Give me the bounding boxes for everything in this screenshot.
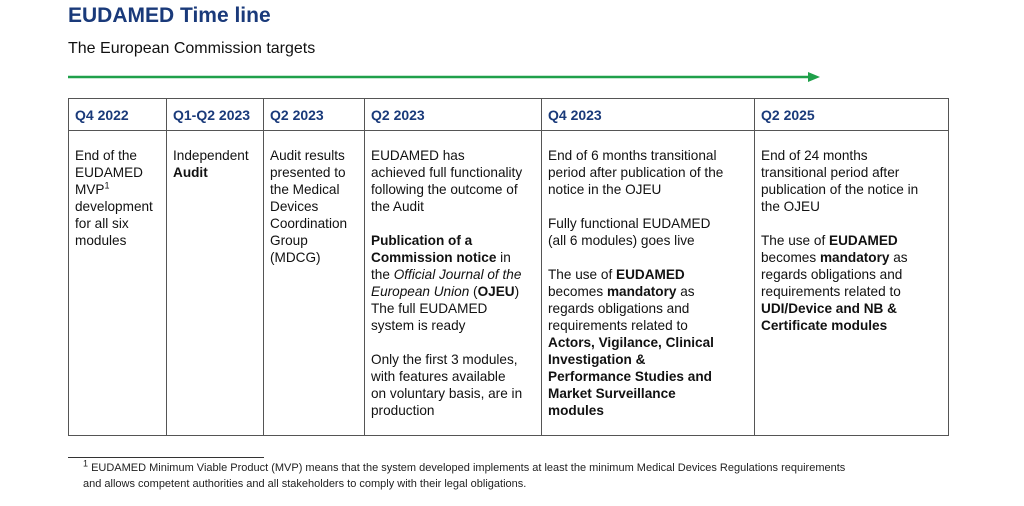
cell-text: requirements related to (548, 318, 688, 333)
cell-text: period after publication of the (548, 165, 724, 180)
cell-text: Fully functional EUDAMED (548, 216, 711, 231)
cell-text-bold: Performance Studies and (548, 369, 712, 384)
bold-span: OJEU (477, 284, 515, 299)
cell-text-bold: Investigation & (548, 352, 646, 367)
cell-text: following the outcome of (371, 182, 518, 197)
header-q4-2023: Q4 2023 (542, 99, 755, 131)
cell-text: Independent (173, 148, 249, 163)
cell-text (371, 249, 535, 266)
cell-text: Devices (270, 199, 319, 214)
cell-text (761, 249, 942, 266)
page-subtitle: The European Commission targets (68, 40, 316, 57)
cell-q2-2023-b (365, 131, 542, 436)
cell-text (548, 266, 748, 283)
timeline-arrow (68, 70, 820, 84)
cell-q2-2023-a (264, 131, 365, 436)
cell-text-bold: UDI/Device and NB & (761, 301, 897, 316)
header-q2-2023-a: Q2 2023 (264, 99, 365, 131)
footnote-ref: 1 (104, 180, 110, 191)
cell-text: presented to (270, 165, 346, 180)
cell-text: End of 6 months transitional (548, 148, 717, 163)
cell-q1-q2-2023 (167, 131, 264, 436)
footnote-line: and allows competent authorities and all stakeholders to comply with their legal obligations. (83, 478, 527, 490)
cell-text-bold: Publication of a (371, 233, 473, 248)
cell-text (75, 181, 160, 198)
footnote (83, 460, 963, 492)
header-q4-2022: Q4 2022 (69, 99, 167, 131)
cell-q4-2023 (542, 131, 755, 436)
timeline-table (68, 98, 949, 436)
cell-text: publication of the notice in (761, 182, 919, 197)
cell-text: the Audit (371, 199, 424, 214)
cell-text-bold: Actors, Vigilance, Clinical (548, 335, 714, 350)
bold-span: EUDAMED (616, 267, 685, 282)
cell-text: system is ready (371, 318, 466, 333)
text-span: in (496, 250, 511, 265)
cell-text: End of the (75, 148, 137, 163)
cell-text: Audit results (270, 148, 345, 163)
cell-text: End of 24 months (761, 148, 868, 163)
cell-text: achieved full functionality (371, 165, 523, 180)
cell-text-bold: Audit (173, 165, 208, 180)
text-span: ) (514, 284, 520, 299)
timeline-body-row (69, 131, 949, 436)
text-span: becomes (761, 250, 820, 265)
cell-q2-2025 (755, 131, 949, 436)
cell-text: (all 6 modules) goes live (548, 233, 695, 248)
cell-text: on voluntary basis, are in (371, 386, 523, 401)
text-span: becomes (548, 284, 607, 299)
cell-text: Group (270, 233, 308, 248)
cell-text: notice in the OJEU (548, 182, 662, 197)
header-q1-q2-2023: Q1-Q2 2023 (167, 99, 264, 131)
text-span: The use of (548, 267, 617, 282)
cell-text: EUDAMED (75, 165, 143, 180)
cell-text: for all six (75, 216, 129, 231)
text-span: as (676, 284, 695, 299)
cell-text: (MDCG) (270, 250, 321, 265)
italic-span: European Union (371, 284, 470, 299)
cell-text: the OJEU (761, 199, 820, 214)
bold-span: Commission notice (371, 250, 497, 265)
cell-text: development (75, 199, 153, 214)
cell-text: Only the first 3 modules, (371, 352, 518, 367)
footnote-line (83, 460, 963, 476)
cell-text (761, 232, 942, 249)
cell-text (371, 283, 535, 300)
cell-text: EUDAMED has (371, 148, 465, 163)
bold-span: mandatory (819, 250, 890, 265)
header-q2-2023-b: Q2 2023 (365, 99, 542, 131)
header-q2-2025: Q2 2025 (755, 99, 949, 131)
text-span: ( (469, 284, 478, 299)
cell-text: The full EUDAMED (371, 301, 488, 316)
text-span: The use of (761, 233, 830, 248)
cell-text-bold: Market Surveillance (548, 386, 676, 401)
cell-text (371, 266, 535, 283)
cell-text: regards obligations and (548, 301, 690, 316)
italic-span: Official Journal of the (393, 267, 522, 282)
footnote-text: EUDAMED Minimum Viable Product (MVP) means that the system developed implements at least the minimum Medical Devices Regulations requirements (88, 462, 846, 474)
footnote-divider (68, 457, 264, 458)
cell-text-bold: modules (548, 403, 604, 418)
cell-text: Coordination (270, 216, 348, 231)
bold-span: EUDAMED (829, 233, 898, 248)
cell-text: the Medical (270, 182, 340, 197)
cell-text-bold: Certificate modules (761, 318, 888, 333)
cell-text: regards obligations and (761, 267, 903, 282)
text-span: as (889, 250, 908, 265)
cell-text: requirements related to (761, 284, 901, 299)
footnote-marker: 1 (83, 458, 89, 469)
bold-span: mandatory (606, 284, 677, 299)
cell-text (548, 283, 748, 300)
text-span: the (371, 267, 394, 282)
cell-text: modules (75, 233, 127, 248)
mvp-text: MVP (75, 182, 105, 197)
cell-q4-2022 (69, 131, 167, 436)
cell-text: production (371, 403, 435, 418)
page-title: EUDAMED Time line (68, 4, 271, 27)
cell-text: with features available (371, 369, 506, 384)
timeline-header-row (69, 99, 949, 131)
cell-text: transitional period after (761, 165, 900, 180)
